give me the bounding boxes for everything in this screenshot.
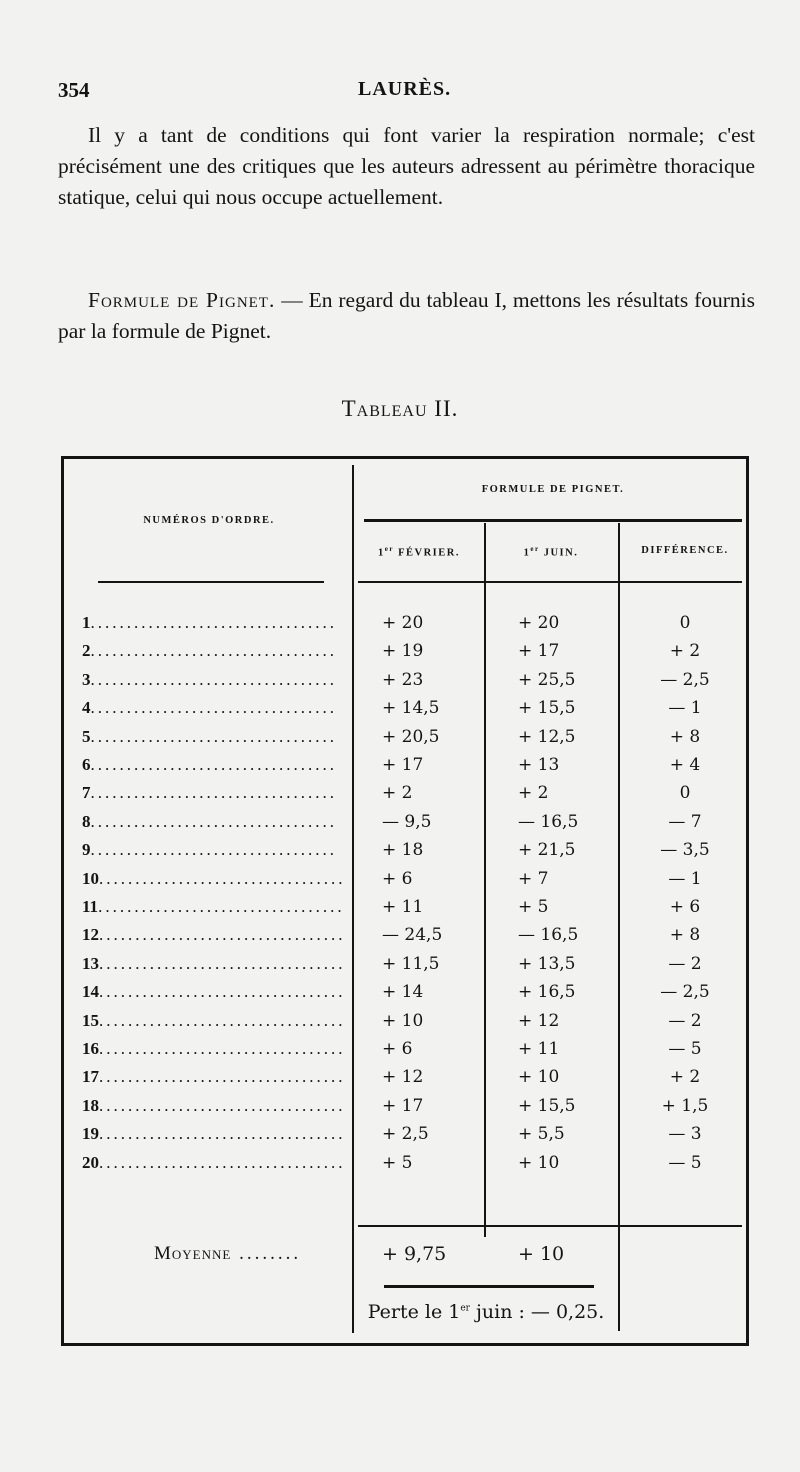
cell-difference: — 5 [668, 1039, 702, 1059]
cell-jun: + 7 [518, 868, 549, 889]
cell-jun: + 25,5 [518, 669, 576, 690]
row-number: 7.................................. [82, 783, 337, 803]
table-row [64, 978, 752, 1006]
cell-jun: + 16,5 [518, 982, 576, 1003]
cell-jun: + 17 [518, 641, 560, 662]
row-number: 15.................................. [82, 1010, 346, 1030]
table-row [64, 1063, 752, 1091]
header-formula-group: FORMULE DE PIGNET. [481, 484, 625, 495]
row-number: 13.................................. [82, 953, 346, 973]
cell-feb: + 18 [382, 840, 424, 861]
cell-feb: + 14 [382, 982, 424, 1003]
moyenne-jun: + 10 [518, 1243, 565, 1265]
cell-feb: + 20 [382, 613, 424, 633]
moyenne-row [64, 1239, 752, 1269]
section-paragraph [58, 285, 755, 347]
header-numbers: NUMÉROS D'ORDRE. [143, 515, 275, 526]
cell-difference: — 2 [668, 1010, 702, 1031]
row-number-value: 19 [82, 1124, 99, 1144]
cell-jun: + 12 [518, 1010, 560, 1031]
row-number: 14.................................. [82, 982, 346, 1002]
row-number-value: 3 [82, 669, 91, 689]
table-row [64, 1007, 752, 1035]
cell-jun: + 5 [518, 897, 549, 917]
cell-feb: + 11 [382, 897, 424, 917]
cell-feb: + 6 [382, 868, 413, 889]
row-number: 18.................................. [82, 1095, 346, 1115]
cell-difference: — 2,5 [660, 982, 710, 1003]
moyenne-feb: + 9,75 [382, 1243, 447, 1265]
cell-feb: — 24,5 [382, 925, 443, 946]
cell-jun: + 10 [518, 1067, 560, 1088]
row-number: 11.................................. [82, 897, 345, 916]
cell-jun: + 5,5 [518, 1124, 565, 1145]
cell-difference: + 1,5 [661, 1095, 709, 1116]
row-number-value: 2 [82, 641, 91, 661]
row-number-value: 8 [82, 811, 91, 831]
row-number-value: 17 [82, 1067, 99, 1087]
page-number: 354 [58, 78, 90, 102]
moyenne-label: Moyenne ........ [154, 1243, 302, 1264]
cell-feb: + 10 [382, 1010, 424, 1031]
row-number: 17.................................. [82, 1067, 346, 1087]
cell-difference: 0 [679, 783, 691, 804]
row-number-value: 7 [82, 783, 91, 803]
cell-difference: — 1 [668, 698, 702, 719]
moyenne-rule [358, 1225, 742, 1227]
section-text: — En regard du tableau I, mettons les résultats fournis par la formule de Pignet. [58, 288, 756, 343]
table-row [64, 637, 752, 665]
table-title: Tableau II. [341, 396, 459, 421]
cell-difference: + 8 [669, 925, 701, 946]
row-number-value: 6 [82, 755, 91, 774]
cell-jun: + 2 [518, 783, 549, 804]
row-number-value: 1 [82, 613, 91, 632]
row-number-value: 16 [82, 1039, 99, 1058]
row-number-value: 13 [82, 953, 99, 973]
data-table [61, 456, 749, 1346]
cell-difference: — 3 [668, 1124, 702, 1145]
cell-difference: — 1 [668, 868, 702, 889]
perte-note: Perte le 1er juin : — 0,25. [367, 1301, 605, 1323]
cell-feb: + 19 [382, 641, 424, 662]
row-number-value: 9 [82, 840, 91, 860]
section-label: Formule de Pignet. [88, 288, 276, 312]
cell-feb: + 6 [382, 1039, 413, 1059]
cell-feb: + 17 [382, 755, 424, 775]
table-row [64, 666, 752, 694]
cell-difference: + 4 [669, 755, 701, 775]
table-row [64, 751, 752, 779]
cell-jun: + 15,5 [518, 698, 576, 719]
group-rule [364, 519, 742, 522]
header-rule-right [358, 581, 742, 583]
intro-paragraph: Il y a tant de conditions qui font varier la respiration normale; c'est précisément une des critiques que les auteurs adressent au périmètre thoracique statique, celui qui nous occupe actuellement. [58, 123, 755, 209]
table-row [64, 836, 752, 864]
row-number-value: 15 [82, 1010, 99, 1030]
header-jun: 1er JUIN. [523, 545, 579, 559]
row-number: 5.................................. [82, 726, 337, 746]
cell-feb: + 12 [382, 1067, 424, 1088]
cell-jun: — 16,5 [518, 925, 579, 946]
row-number: 1.................................. [82, 613, 337, 632]
cell-difference: + 8 [669, 726, 701, 747]
cell-feb: + 14,5 [382, 698, 440, 719]
table-row [64, 1092, 752, 1120]
cell-difference: — 2 [668, 953, 702, 974]
table-row [64, 921, 752, 949]
table-row [64, 1035, 752, 1063]
row-number-value: 14 [82, 982, 99, 1002]
table-row [64, 723, 752, 751]
row-number: 3.................................. [82, 669, 337, 689]
perte-rule [384, 1285, 594, 1288]
row-number: 2.................................. [82, 641, 337, 661]
cell-jun: + 10 [518, 1152, 560, 1173]
cell-difference: — 3,5 [660, 840, 710, 861]
table-row [64, 893, 752, 921]
cell-feb: + 2 [382, 783, 413, 804]
cell-feb: + 11,5 [382, 953, 440, 974]
cell-feb: + 17 [382, 1095, 424, 1116]
cell-feb: + 23 [382, 669, 424, 690]
row-number-value: 10 [82, 868, 99, 888]
cell-difference: + 6 [669, 897, 701, 917]
row-number: 12.................................. [82, 925, 346, 945]
table-row [64, 1120, 752, 1148]
row-number: 6.................................. [82, 755, 337, 774]
cell-jun: — 16,5 [518, 811, 579, 832]
table-row [64, 950, 752, 978]
cell-difference: — 2,5 [660, 669, 710, 690]
cell-jun: + 15,5 [518, 1095, 576, 1116]
table-row [64, 865, 752, 893]
row-number-value: 20 [82, 1152, 99, 1172]
page-header [58, 78, 748, 108]
row-number: 10.................................. [82, 868, 346, 888]
row-number: 20.................................. [82, 1152, 346, 1172]
cell-feb: + 2,5 [382, 1124, 429, 1145]
row-number-value: 12 [82, 925, 99, 945]
cell-jun: + 12,5 [518, 726, 576, 747]
row-number: 19.................................. [82, 1124, 346, 1144]
cell-feb: + 20,5 [382, 726, 440, 747]
row-number-value: 4 [82, 698, 91, 718]
cell-difference: — 7 [668, 811, 702, 832]
cell-jun: + 13,5 [518, 953, 576, 974]
row-number-value: 18 [82, 1095, 99, 1115]
row-number: 4.................................. [82, 698, 337, 718]
cell-difference: + 2 [669, 1067, 701, 1088]
header-feb: 1er FÉVRIER. [378, 545, 460, 559]
cell-difference: 0 [679, 613, 691, 633]
cell-jun: + 20 [518, 613, 560, 633]
cell-jun: + 11 [518, 1039, 560, 1059]
header-rule-left [98, 581, 324, 583]
cell-difference: — 5 [668, 1152, 702, 1173]
cell-feb: — 9,5 [382, 811, 432, 832]
row-number: 16.................................. [82, 1039, 346, 1058]
row-number: 9.................................. [82, 840, 337, 860]
row-number: 8.................................. [82, 811, 337, 831]
table-row [64, 779, 752, 807]
cell-jun: + 21,5 [518, 840, 576, 861]
table-row [64, 1149, 752, 1177]
header-difference: DIFFÉRENCE. [641, 545, 729, 556]
running-head: LAURÈS. [358, 78, 452, 100]
table-row [64, 609, 752, 637]
row-number-value: 11 [82, 897, 99, 916]
table-row [64, 808, 752, 836]
table-row [64, 694, 752, 722]
row-number-value: 5 [82, 726, 91, 746]
cell-feb: + 5 [382, 1152, 413, 1173]
cell-difference: + 2 [669, 641, 701, 662]
cell-jun: + 13 [518, 755, 560, 775]
